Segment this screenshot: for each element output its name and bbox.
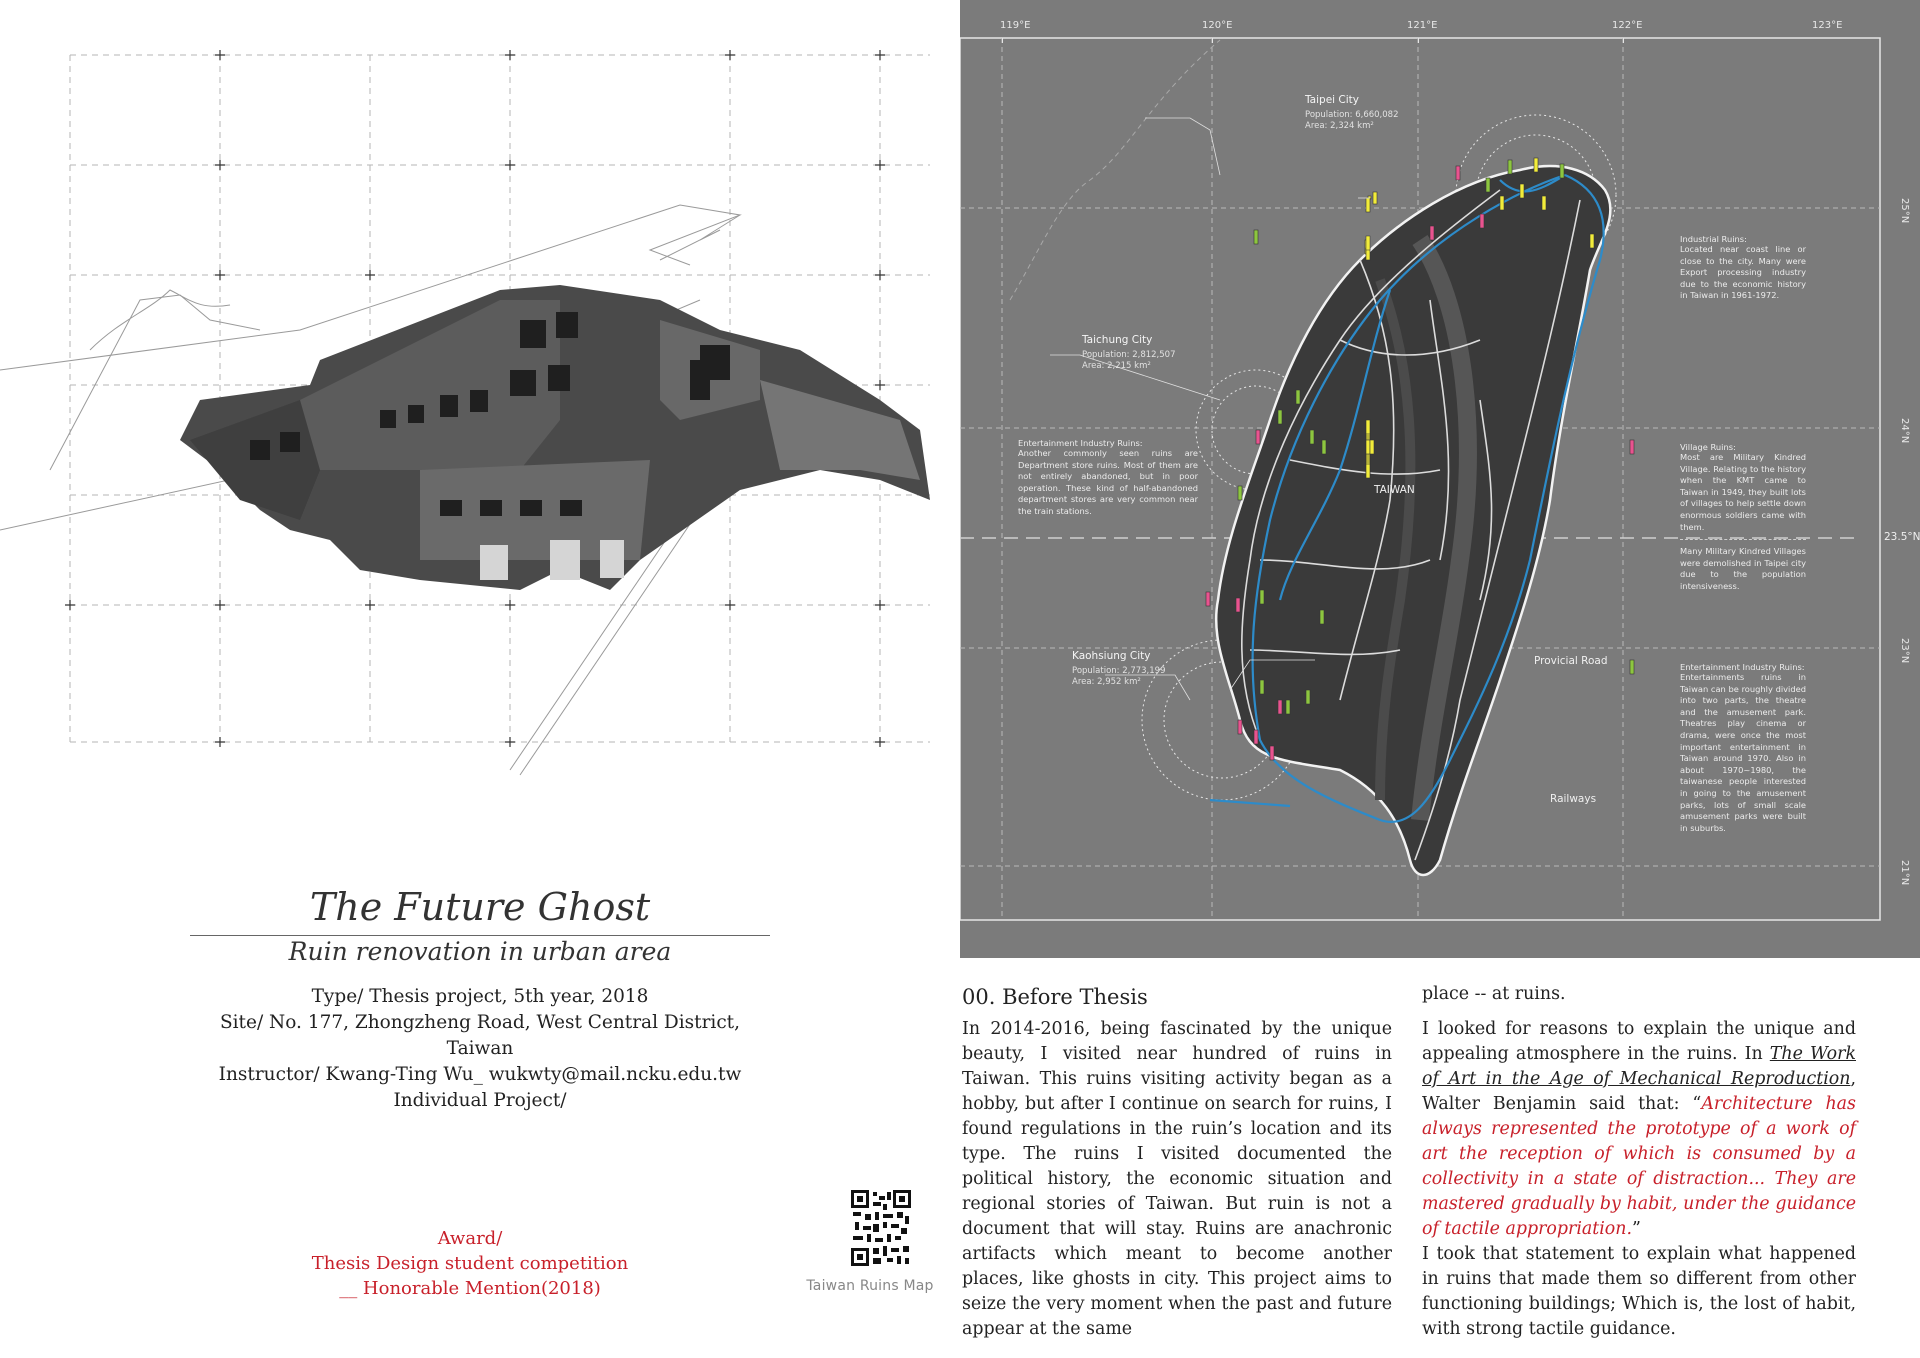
award-competition: Thesis Design student competition xyxy=(311,1253,629,1274)
lon-label-119: 119°E xyxy=(1000,20,1031,31)
lat-label-24: 24°N xyxy=(1899,418,1910,444)
intro-text: I looked for reasons to explain the unique and appealing atmosphere in the ruins. In xyxy=(1422,1019,1856,1064)
city-name: Taipei City xyxy=(1305,94,1359,106)
note-body: Another commonly seen ruins are Department store ruins. Most of them are not entirely abandoned, but in poor operation. These kind of half-abandoned department stores are very common near the train stations. xyxy=(1018,448,1198,516)
benjamin-quote: Architecture has always represented the prototype of a work of art the reception of which is consumed by a collectivity in a state of distraction... They are mastered gradually by habit, under the guidance of tactile appropriation. xyxy=(1422,1094,1856,1239)
island-label: TAIWAN xyxy=(1374,484,1415,496)
city-population: Population: 6,660,082 xyxy=(1305,110,1399,120)
lon-label-121: 121°E xyxy=(1407,20,1438,31)
legend-body: Located near coast line or close to the city. Many were Export processing industry due to the economic history in Taiwan in 1961-1972. xyxy=(1680,244,1806,301)
thesis-paragraph-3: I took that statement to explain what happened in ruins that made them so different from other functioning buildings; Which is, the lost of habit, with strong tactile guidance. xyxy=(1422,1244,1856,1339)
thesis-left-column xyxy=(962,1017,1392,1342)
legend-title: Village Ruins: xyxy=(1680,442,1736,452)
title-divider xyxy=(190,935,770,936)
project-title: The Future Ghost xyxy=(309,885,651,929)
section-heading: 00. Before Thesis xyxy=(962,985,1148,1009)
ruin-collage-illustration xyxy=(0,0,960,800)
city-name: Taichung City xyxy=(1082,334,1153,346)
book-title: The Work of Art in the Age of Mechanical Reproduction xyxy=(1422,1044,1856,1089)
note-title: Entertainment Industry Ruins: xyxy=(1018,438,1143,448)
project-subtitle: Ruin renovation in urban area xyxy=(288,937,672,966)
legend-body: Entertainments ruins in Taiwan can be roughly divided into two parts, the theatre and the amusement park. Theatres play cinema or drama, were once the most important entertainment in Taiwan around 1970. Also in about 1970~1980, the taiwanese people interested in going to the amusement parks, lots of small scale amusement parks were built in suburbs. xyxy=(1680,672,1806,833)
legend-title: Entertainment Industry Ruins: xyxy=(1680,662,1805,672)
city-population: Population: 2,812,507 xyxy=(1082,350,1176,360)
qr-code-icon[interactable] xyxy=(851,1190,911,1272)
tropic-label: 23.5°N xyxy=(1884,531,1920,543)
award-result: __ Honorable Mention(2018) xyxy=(339,1278,601,1299)
thesis-paragraph-2 xyxy=(1422,1017,1856,1242)
legend-village xyxy=(1680,442,1806,593)
road-label: Provicial Road xyxy=(1534,655,1608,667)
project-site: Site/ No. 177, Zhongzheng Road, West Central District, Taiwan xyxy=(219,1012,741,1059)
city-kaohsiung xyxy=(1072,650,1165,688)
city-area: Area: 2,324 km² xyxy=(1305,121,1374,131)
legend-entertainment xyxy=(1680,662,1806,834)
award-label: Award/ xyxy=(437,1228,503,1249)
city-taipei xyxy=(1305,94,1398,132)
project-instructor: Instructor/ Kwang-Ting Wu_ wukwty@mail.ncku.edu.tw xyxy=(218,1064,742,1085)
city-taichung xyxy=(1082,334,1175,372)
thesis-right-column xyxy=(1422,1017,1856,1342)
rail-label: Railways xyxy=(1550,793,1597,805)
legend-industrial xyxy=(1680,234,1806,302)
city-area: Area: 2,215 km² xyxy=(1082,361,1151,371)
legend-body-2: Many Military Kindred Villages were demolished in Taipei city due to the population intensiveness. xyxy=(1680,546,1806,591)
legend-title: Industrial Ruins: xyxy=(1680,234,1747,244)
city-area: Area: 2,952 km² xyxy=(1072,677,1141,687)
map-note-department-store xyxy=(1018,438,1198,518)
project-type: Type/ Thesis project, 5th year, 2018 xyxy=(311,986,649,1007)
legend-divider xyxy=(1680,539,1806,540)
award-block xyxy=(290,1226,650,1301)
after-book-text: , Walter Benjamin said that: “ xyxy=(1422,1069,1856,1114)
taiwan-ruins-map xyxy=(960,0,1920,958)
lat-label-21: 21°N xyxy=(1899,860,1910,886)
lat-label-23: 23°N xyxy=(1899,638,1910,664)
city-name: Kaohsiung City xyxy=(1072,650,1151,662)
project-individual: Individual Project/ xyxy=(393,1090,567,1111)
project-info xyxy=(190,984,770,1114)
qr-label: Taiwan Ruins Map xyxy=(806,1278,934,1294)
thesis-paragraph-1: In 2014-2016, being fascinated by the unique beauty, I visited near hundred of ruins in Taiwan. This ruins visiting activity began as a hobby, but after I continue on search for ruins, I found regulations in the ruin’s location and its type. The ruins I visited documented the political history, the economic situation and regional stories of Taiwan. But ruin is not a document that will stay. Ruins are anachronic artifacts which meant to become another places, like ghosts in city. This project aims to seize the very moment when the past and future appear at the same xyxy=(962,1019,1392,1339)
lon-label-122: 122°E xyxy=(1612,20,1643,31)
lon-label-123: 123°E xyxy=(1812,20,1843,31)
quote-close: ” xyxy=(1632,1219,1641,1239)
lat-label-25: 25°N xyxy=(1899,198,1910,224)
city-population: Population: 2,773,199 xyxy=(1072,666,1166,676)
lon-label-120: 120°E xyxy=(1202,20,1233,31)
legend-body: Most are Military Kindred Village. Relating to the history when the KMT came to Taiwan in 1949, they built lots of villages to help settle down enormous soldiers came with them. xyxy=(1680,452,1806,532)
thesis-right-continuation: place -- at ruins. xyxy=(1422,984,1566,1004)
